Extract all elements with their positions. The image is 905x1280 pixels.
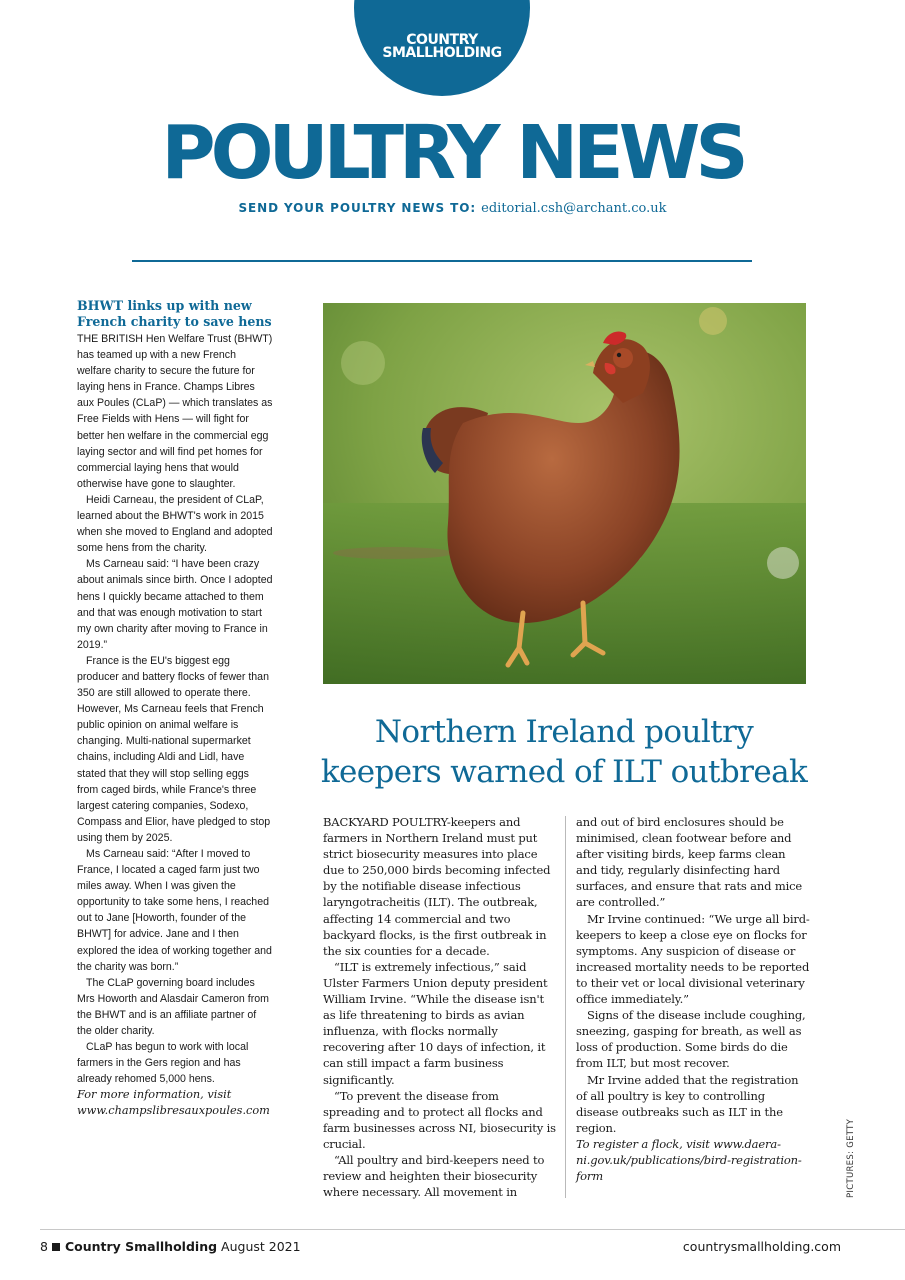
register-note: To register a flock, visit www.daera-ni.gov.uk/publications/bird-registration-form xyxy=(576,1136,802,1184)
brand-badge xyxy=(354,0,530,96)
article-paragraph: “All poultry and bird-keepers need to review and heighten their biosecurity where necessary. All movement in xyxy=(323,1152,545,1200)
magazine-name: Country Smallholding xyxy=(64,1239,218,1254)
issue-date: August 2021 xyxy=(221,1239,301,1254)
email-link[interactable]: editorial.csh@archant.co.uk xyxy=(481,201,667,216)
send-news-line xyxy=(0,201,905,216)
sidebar-paragraph: Ms Carneau said: “I have been crazy about animals since birth. Once I adopted hens I quickly became attached to them and that was enough motivation to start my own charity after moving to France in 2019.” xyxy=(77,558,273,651)
article-paragraph: Mr Irvine continued: “We urge all bird-keepers to keep a close eye on flocks for symptoms. Any suspicion of disease or increased mortality needs to be reported to their vet or local divisional veterinary office immediately.” xyxy=(576,911,810,1007)
article-column-1 xyxy=(323,814,557,1200)
sidebar-story xyxy=(77,298,273,1119)
sidebar-paragraph: CLaP has begun to work with local farmers in the Gers region and has already rehomed 5,000 hens. xyxy=(77,1041,249,1086)
sidebar-more-info: For more information, visit www.champslibresauxpoules.com xyxy=(77,1088,270,1118)
header-rule xyxy=(132,260,752,262)
article-paragraph: Signs of the disease include coughing, sneezing, gasping for breath, as well as loss of production. Some birds do die from ILT, but most recover. xyxy=(576,1008,806,1071)
brand-logo xyxy=(354,34,530,60)
brand-line-1: COUNTRY xyxy=(406,32,478,48)
send-news-label: SEND YOUR POULTRY NEWS TO: xyxy=(238,201,477,215)
article-paragraph: “To prevent the disease from spreading and to protect all flocks and farm businesses across NI, biosecurity is crucial. xyxy=(323,1088,556,1151)
sidebar-paragraph: The CLaP governing board includes Mrs Howorth and Alasdair Cameron from the BHWT and is an affiliate partner of the older charity. xyxy=(77,976,269,1038)
article-paragraph: and out of bird enclosures should be minimised, clean footwear before and after visiting birds, keep farms clean and tidy, regularly disinfecting hard surfaces, and ensure that rats and mice are controlled.” xyxy=(576,815,803,910)
page-title: POULTRY NEWS xyxy=(161,110,744,196)
square-bullet-icon xyxy=(52,1243,60,1251)
article-paragraph: “ILT is extremely infectious,” said Ulster Farmers Union deputy president William Irvine. “While the disease isn't as life threatening to birds as avian influenza, with flocks normally recovering after 10 days of infection, it can still impact a farm business significantly. xyxy=(323,959,548,1087)
page-number: 8 xyxy=(40,1239,48,1254)
footer-folio xyxy=(40,1239,301,1254)
sidebar-paragraph: Heidi Carneau, the president of CLaP, learned about the BHWT's work in 2015 when she moved to England and adopted some hens from the charity. xyxy=(77,493,273,555)
brand-line-2: SMALLHOLDING xyxy=(382,45,502,61)
article-paragraph: BACKYARD POULTRY-keepers and farmers in Northern Ireland must put strict biosecurity measures into place due to 250,000 birds becoming infected by the notifiable disease infectious laryngotracheitis (ILT). The outbreak, affecting 14 commercial and two backyard flocks, is the first outbreak in the six counties for a decade. xyxy=(323,815,551,958)
website-link[interactable]: countrysmallholding.com xyxy=(682,1239,841,1254)
sidebar-paragraph: THE BRITISH Hen Welfare Trust (BHWT) has teamed up with a new French welfare charity to secure the future for laying hens in France. Champs Libres aux Poules (CLaP) — which translates as Free Fields with Hens — will fight for better hen welfare in the commercial egg laying sector and will find pet homes for commercial laying hens that would otherwise have gone to slaughter. xyxy=(77,333,273,490)
hen-illustration xyxy=(323,303,806,684)
hen-photo xyxy=(323,303,806,684)
column-divider xyxy=(565,816,566,1198)
sidebar-headline: BHWT links up with new French charity to save hens xyxy=(77,298,272,329)
article-column-2 xyxy=(576,814,810,1184)
picture-credit: PICTURES: GETTY xyxy=(846,1118,856,1198)
sidebar-paragraph: France is the EU's biggest egg producer and battery flocks of fewer than 350 are still allowed to operate there. However, Ms Carneau feels that French public opinion on animal welfare is changing. Multi-national supermarket chains, including Aldi and Lidl, have stated that they will stop selling eggs from caged birds, while France's three largest catering companies, Sodexo, Compass and Elior, have pledged to stop using them by 2025. xyxy=(77,654,271,844)
footer-rule xyxy=(40,1229,905,1230)
article-paragraph: Mr Irvine added that the registration of all poultry is key to controlling disease outbreaks such as ILT in the region. xyxy=(576,1072,799,1135)
article-headline: Northern Ireland poultry keepers warned of ILT outbreak xyxy=(320,714,808,790)
sidebar-paragraph: Ms Carneau said: “After I moved to France, I located a caged farm just two miles away. When I was given the opportunity to take some hens, I reached out to Jane [Howorth, founder of the BHWT] for advice. Jane and I then explored the idea of working together and the charity was born.” xyxy=(77,848,272,973)
